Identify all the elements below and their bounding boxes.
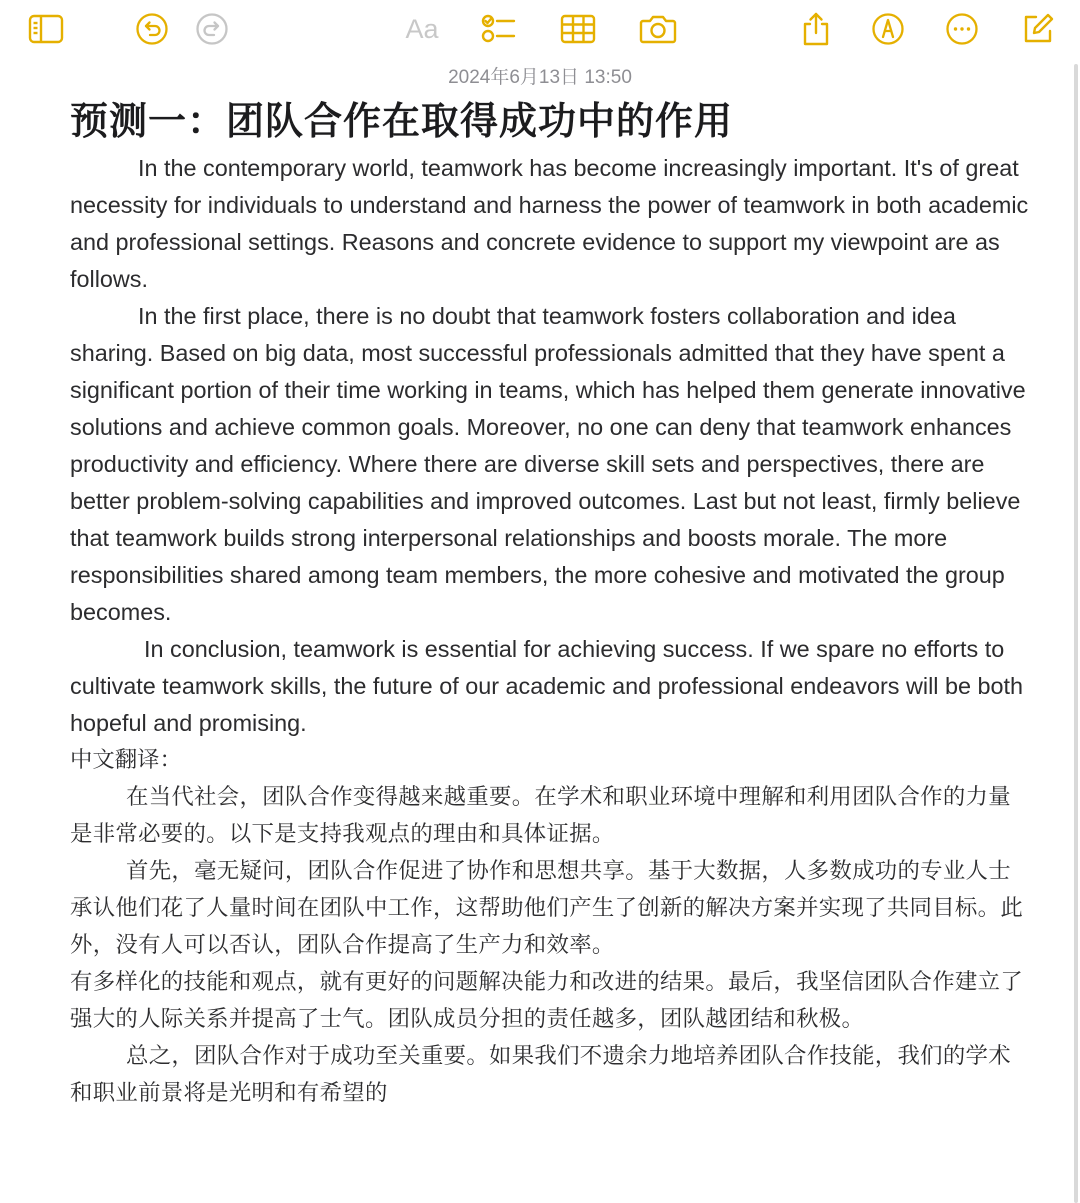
english-paragraph-1[interactable]: In the contemporary world, teamwork has become increasingly important. It's of great necessity for individuals to understand and harness the power of teamwork in both academic and professional settings. Reasons and concrete evidence to support my viewpoint are as follows. (70, 155, 1029, 292)
translation-label[interactable]: 中文翻译： (70, 747, 182, 773)
format-button[interactable]: Aa (405, 13, 439, 44)
compose-icon[interactable] (1018, 10, 1058, 48)
chinese-paragraph-3[interactable]: 有多样化的技能和观点，就有更好的问题解决能力和改进的结果。最后，我坚信团队合作建立了强大的人际关系并提高了士气。团队成员分担的责任越多，团队越团结和秋极。 (70, 969, 1024, 1032)
english-paragraph-3[interactable]: In conclusion, teamwork is essential for achieving success. If we spare no efforts to cultivate teamwork skills, the future of our academic and professional endeavors will be both hopeful and promising. (70, 636, 1024, 736)
checklist-icon[interactable] (479, 10, 519, 48)
table-icon[interactable] (558, 10, 598, 48)
chinese-paragraph-4[interactable]: 总之，团队合作对于成功至关重要。如果我们不遗余力地培养团队合作技能，我们的学术和职业前景将是光明和有希望的 (70, 1043, 1011, 1106)
markup-icon[interactable] (868, 10, 908, 48)
sidebar-icon[interactable] (26, 10, 66, 48)
share-icon[interactable] (796, 10, 836, 48)
more-icon[interactable] (942, 10, 982, 48)
undo-icon[interactable] (132, 10, 172, 48)
chinese-paragraph-1[interactable]: 在当代社会，团队合作变得越来越重要。在学术和职业环境中理解和利用团队合作的力量是非常必要的。以下是支持我观点的理由和具体证据。 (70, 784, 1011, 847)
note-title[interactable]: 预测一：团队合作在取得成功中的作用 (70, 99, 734, 143)
note-timestamp: 2024年6月13日 13:50 (448, 67, 632, 88)
toolbar (0, 0, 1080, 58)
chinese-paragraph-2[interactable]: 首先，毫无疑问，团队合作促进了协作和思想共享。基于大数据，人多数成功的专业人士承认他们花了人量时间在团队中工作，这帮助他们产生了创新的解决方案并实现了共同目标。此外，没有人可以否认，团队合作提高了生产力和效率。 (70, 858, 1024, 958)
redo-icon[interactable] (192, 10, 232, 48)
note-body[interactable] (70, 96, 1030, 1112)
scrollbar[interactable] (1074, 64, 1078, 1203)
camera-icon[interactable] (638, 10, 678, 48)
english-paragraph-2[interactable]: In the first place, there is no doubt that teamwork fosters collaboration and idea sharing. Based on big data, most successful professionals admitted that they have spent a significant portion of their time working in teams, which has helped them generate innovative solutions and achieve common goals. Moreover, no one can deny that teamwork enhances productivity and efficiency. Where there are diverse skill sets and perspectives, there are better problem-solving capabilities and improved outcomes. Last but not least, firmly believe that teamwork builds strong interpersonal relationships and boosts morale. The more responsibilities shared among team members, the more cohesive and motivated the group becomes. (70, 303, 1026, 625)
